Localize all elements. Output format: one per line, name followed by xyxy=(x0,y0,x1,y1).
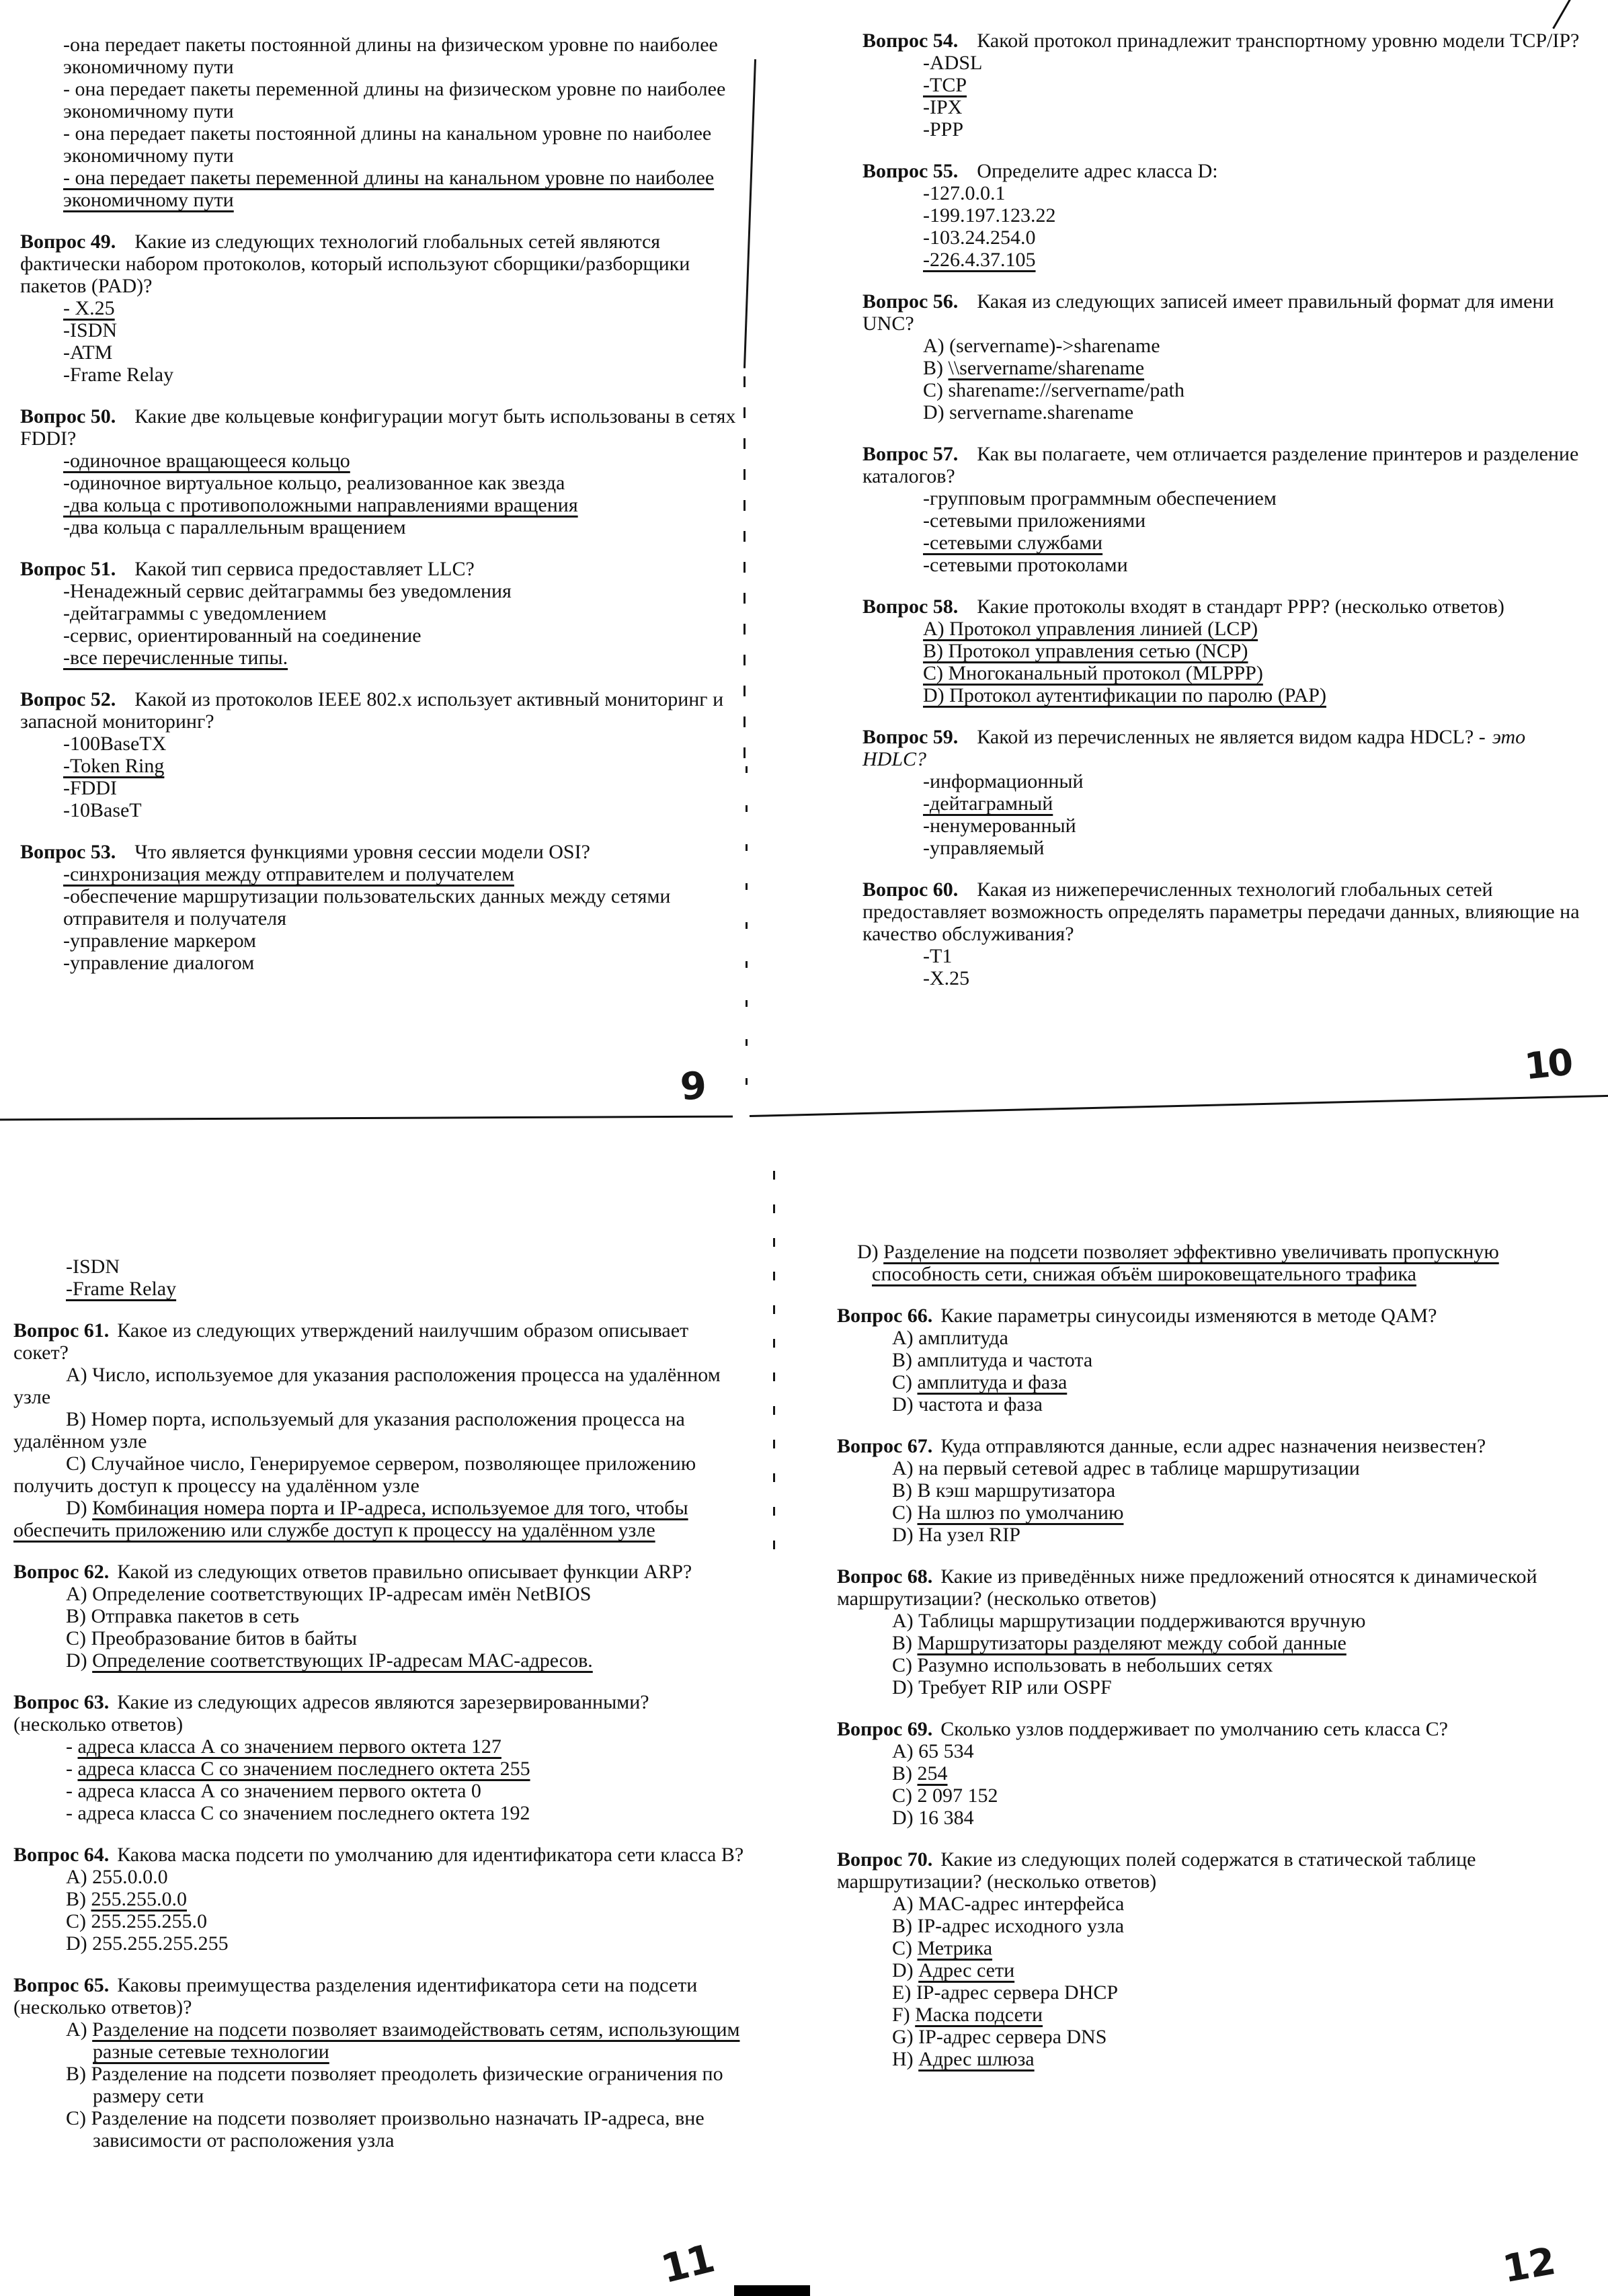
answer-option: -два кольца с параллельным вращением xyxy=(63,516,406,538)
answer-option: -все перечисленные типы. xyxy=(63,647,288,669)
answer-option: -ISDN xyxy=(63,319,117,341)
answer-option: -ненумерованный xyxy=(923,815,1076,837)
question-heading xyxy=(837,1718,1589,1740)
question-number: Вопрос 66. xyxy=(837,1305,933,1327)
answer-option: -X.25 xyxy=(923,967,970,989)
answer-option: - она передает пакеты постоянной длины на канальном уровне по наиболее экономичному пути xyxy=(63,122,712,167)
answer-option: -два кольца с противоположными направлениями вращения xyxy=(63,494,578,516)
question-heading xyxy=(13,1974,745,2018)
answer-option: A) Протокол управления линией (LCP) xyxy=(923,618,1258,640)
question-heading xyxy=(837,1305,1589,1327)
answer-option: -одиночное виртуальное кольцо, реализованное как звезда xyxy=(63,472,565,494)
question-text: Какой из перечисленных не является видом кадра HDCL? - xyxy=(977,726,1486,748)
answer-option: B) \\servername/sharename xyxy=(923,357,1145,379)
question-59 xyxy=(862,726,1590,859)
page-number-12: 12 xyxy=(1499,2239,1559,2292)
question-number: Вопрос 55. xyxy=(862,160,959,182)
answer-option: - адреса класса С со значением последнего октета 255 xyxy=(66,1758,530,1780)
question-text: Куда отправляются данные, если адрес назначения неизвестен? xyxy=(940,1435,1486,1457)
scan-corner-mark xyxy=(1552,0,1572,29)
answer-option: -управление диалогом xyxy=(63,952,255,974)
question-text: Определите адрес класса D: xyxy=(977,160,1218,182)
question-number: Вопрос 60. xyxy=(862,878,959,901)
answer-option: -Frame Relay xyxy=(66,1278,177,1300)
question-text: Какие из приведённых ниже предложений относятся к динамической маршрутизации? (несколько ответов) xyxy=(837,1565,1537,1610)
question-56 xyxy=(862,290,1590,423)
answer-option: -FDDI xyxy=(63,777,117,799)
question-number: Вопрос 51. xyxy=(20,558,116,580)
question-text: Какой протокол принадлежит транспортному уровню модели TCP/IP? xyxy=(977,30,1580,52)
question-heading xyxy=(20,688,738,733)
question-text: Какой из протоколов IEEE 802.x использует активный мониторинг и запасной мониторинг? xyxy=(20,688,724,733)
answer-option: -она передает пакеты постоянной длины на физическом уровне по наиболее экономичному пути xyxy=(63,34,718,78)
question-text: Что является функциями уровня сессии модели OSI? xyxy=(134,841,590,863)
answer-option: -127.0.0.1 xyxy=(923,182,1006,204)
question-number: Вопрос 63. xyxy=(13,1691,110,1713)
answer-option: -Frame Relay xyxy=(63,364,174,386)
question-number: Вопрос 57. xyxy=(862,443,959,465)
answer-option: A) MAC-адрес интерфейса xyxy=(892,1893,1125,1915)
answer-option: B) Отправка пакетов в сеть xyxy=(66,1605,300,1627)
question-heading xyxy=(862,726,1590,770)
page-12 xyxy=(837,1241,1589,2070)
answer-option: D) 16 384 xyxy=(892,1807,974,1829)
answer-option: B) Разделение на подсети позволяет преодолеть физические ограничения по размеру сети xyxy=(66,2063,723,2107)
page-split-line-left xyxy=(0,1116,733,1121)
answer-option: -групповым программным обеспечением xyxy=(923,487,1277,509)
answer-option: -сетевыми службами xyxy=(923,532,1103,554)
question-number: Вопрос 50. xyxy=(20,405,116,427)
page-10 xyxy=(862,30,1590,989)
question-text: Какая из нижеперечисленных технологий глобальных сетей предоставляет возможность определять параметры передачи данных, влияющие на качество обслуживания? xyxy=(862,878,1580,945)
answer-option: - она передает пакеты переменной длины на канальном уровне по наиболее экономичному пути xyxy=(63,167,715,211)
answer-option: -информационный xyxy=(923,770,1084,792)
question-number: Вопрос 54. xyxy=(862,30,959,52)
question-text: Какие две кольцевые конфигурации могут быть использованы в сетях FDDI? xyxy=(20,405,736,450)
question-heading xyxy=(13,1319,745,1364)
page-fold-line-vertical-bottom xyxy=(773,1171,775,1554)
answer-option: -PPP xyxy=(923,118,964,140)
page-11 xyxy=(13,1256,745,2151)
question-number: Вопрос 70. xyxy=(837,1848,933,1871)
answer-option: B) Протокол управления сетью (NCP) xyxy=(923,640,1248,662)
answer-option: D) Комбинация номера порта и IP-адреса, используемое для того, чтобы обеспечить приложению или службе доступ к процессу на удалённом узле xyxy=(13,1497,688,1541)
question-49 xyxy=(20,231,738,386)
question-62 xyxy=(13,1561,745,1672)
answer-option: D) Определение соответствующих IP-адресам MAC-адресов. xyxy=(66,1649,593,1672)
page-fold-line-vertical-dashed-lower xyxy=(746,766,748,1099)
question-60-options-continued xyxy=(13,1256,745,1300)
answer-option: D) 255.255.255.255 xyxy=(66,1932,229,1955)
answer-option: -ISDN xyxy=(66,1256,120,1278)
answer-option: C) На шлюз по умолчанию xyxy=(892,1502,1124,1524)
answer-option: D) На узел RIP xyxy=(892,1524,1020,1546)
answer-option: -управление маркером xyxy=(63,930,256,952)
answer-option: C) Метрика xyxy=(892,1937,993,1959)
question-heading xyxy=(862,878,1590,945)
answer-option: C) 2 097 152 xyxy=(892,1785,998,1807)
question-number: Вопрос 59. xyxy=(862,726,959,748)
answer-option: -103.24.254.0 xyxy=(923,227,1036,249)
answer-option: - она передает пакеты переменной длины на физическом уровне по наиболее экономичному пути xyxy=(63,78,726,122)
answer-option: H) Адрес шлюза xyxy=(892,2048,1035,2070)
question-57 xyxy=(862,443,1590,576)
answer-option: A) 255.0.0.0 xyxy=(66,1866,168,1888)
answer-option: B) 254 xyxy=(892,1762,948,1785)
answer-option: F) Маска подсети xyxy=(892,2004,1043,2026)
question-heading xyxy=(20,841,738,863)
question-64 xyxy=(13,1844,745,1955)
answer-option: -сетевыми приложениями xyxy=(923,509,1146,532)
answer-option: -TCP xyxy=(923,74,967,96)
question-number: Вопрос 52. xyxy=(20,688,116,710)
question-text: Какова маска подсети по умолчанию для идентификатора сети класса В? xyxy=(117,1844,744,1866)
question-heading xyxy=(862,443,1590,487)
question-text: Каковы преимущества разделения идентификатора сети на подсети (несколько ответов)? xyxy=(13,1974,698,2018)
question-heading xyxy=(13,1561,745,1583)
answer-option: C) Разумно использовать в небольших сетях xyxy=(892,1654,1273,1676)
question-66 xyxy=(837,1305,1589,1416)
question-54 xyxy=(862,30,1590,140)
page-fold-line-vertical-dashed xyxy=(743,376,746,760)
answer-option: B) IP-адрес исходного узла xyxy=(892,1915,1125,1937)
question-heading xyxy=(862,596,1590,618)
answer-option: A) (servername)->sharename xyxy=(923,335,1160,357)
question-52 xyxy=(20,688,738,821)
page-9 xyxy=(20,34,738,974)
question-heading xyxy=(862,30,1590,52)
answer-option: -одиночное вращающееся кольцо xyxy=(63,450,350,472)
answer-option: C) амплитуда и фаза xyxy=(892,1371,1068,1393)
question-heading xyxy=(20,231,738,297)
page-number-9: 9 xyxy=(678,1063,709,1110)
answer-option: A) Разделение на подсети позволяет взаимодействовать сетям, использующим разные сетевые технологии xyxy=(66,2018,740,2063)
page-split-line-right xyxy=(750,1095,1608,1117)
question-number: Вопрос 56. xyxy=(862,290,959,313)
answer-option: B) амплитуда и частота xyxy=(892,1349,1093,1371)
answer-option: A) Определение соответствующих IP-адресам имён NetBIOS xyxy=(66,1583,592,1605)
answer-option: B) 255.255.0.0 xyxy=(66,1888,187,1910)
answer-option: -обеспечение маршрутизации пользовательских данных между сетями отправителя и получателя xyxy=(63,885,671,930)
question-text: Как вы полагаете, чем отличается разделение принтеров и разделение каталогов? xyxy=(862,443,1579,487)
answer-option: C) sharename://servername/path xyxy=(923,379,1185,401)
answer-option: D) частота и фаза xyxy=(892,1393,1043,1416)
page-number-11: 11 xyxy=(656,2235,718,2293)
question-italic-note: это HDLC? xyxy=(862,726,1526,770)
answer-option: A) Число, используемое для указания расположения процесса на удалённом узле xyxy=(13,1364,721,1408)
page-fold-line-vertical-top xyxy=(743,59,756,368)
question-58 xyxy=(862,596,1590,706)
question-70 xyxy=(837,1848,1589,2070)
answer-option: D) Адрес сети xyxy=(892,1959,1015,1981)
question-text: Какой тип сервиса предоставляет LLC? xyxy=(134,558,475,580)
answer-option: B) В кэш маршрутизатора xyxy=(892,1479,1116,1502)
answer-option: -IPX xyxy=(923,96,963,118)
question-65-options-continued xyxy=(837,1241,1589,1285)
answer-option: C) Многоканальный протокол (MLPPP) xyxy=(923,662,1263,684)
answer-option: -100BaseTX xyxy=(63,733,167,755)
answer-option: A) Таблицы маршрутизации поддерживаются вручную xyxy=(892,1610,1366,1632)
question-number: Вопрос 62. xyxy=(13,1561,110,1583)
question-55 xyxy=(862,160,1590,271)
answer-option: C) Случайное число, Генерируемое сервером, позволяющее приложению получить доступ к процессу на удалённом узле xyxy=(13,1452,696,1497)
question-heading xyxy=(20,405,738,450)
answer-option: -Token Ring xyxy=(63,755,165,777)
question-heading xyxy=(13,1844,745,1866)
question-69 xyxy=(837,1718,1589,1829)
question-heading xyxy=(862,160,1590,182)
question-heading xyxy=(837,1848,1589,1893)
question-number: Вопрос 65. xyxy=(13,1974,110,1996)
question-number: Вопрос 68. xyxy=(837,1565,933,1588)
answer-option: -ATM xyxy=(63,341,113,364)
question-number: Вопрос 58. xyxy=(862,596,959,618)
question-number: Вопрос 67. xyxy=(837,1435,933,1457)
question-51 xyxy=(20,558,738,669)
answer-option: -дейтаграммы с уведомлением xyxy=(63,602,327,624)
question-number: Вопрос 69. xyxy=(837,1718,933,1740)
question-text: Какая из следующих записей имеет правильный формат для имени UNC? xyxy=(862,290,1554,335)
question-heading xyxy=(837,1565,1589,1610)
question-53 xyxy=(20,841,738,974)
answer-option: -ADSL xyxy=(923,52,983,74)
answer-option: -226.4.37.105 xyxy=(923,249,1036,271)
question-number: Вопрос 64. xyxy=(13,1844,110,1866)
answer-option: -дейтаграмный xyxy=(923,792,1053,815)
question-text: Какие протоколы входят в стандарт PPP? (несколько ответов) xyxy=(977,596,1504,618)
answer-option: -Ненадежный сервис дейтаграммы без уведомления xyxy=(63,580,512,602)
question-text: Какое из следующих утверждений наилучшим образом описывает сокет? xyxy=(13,1319,689,1364)
answer-option: - адреса класса А со значением первого октета 127 xyxy=(66,1735,501,1758)
answer-option: C) Преобразование битов в байты xyxy=(66,1627,358,1649)
question-text: Сколько узлов поддерживает по умолчанию сеть класса С? xyxy=(940,1718,1448,1740)
answer-option: A) амплитуда xyxy=(892,1327,1008,1349)
answer-option: B) Маршрутизаторы разделяют между собой данные xyxy=(892,1632,1346,1654)
answer-option: A) 65 534 xyxy=(892,1740,974,1762)
answer-option: B) Номер порта, используемый для указания расположения процесса на удалённом узле xyxy=(13,1408,685,1452)
question-text: Какие из следующих технологий глобальных сетей являются фактически набором протоколов, который используют сборщики/разборщики пакетов (PAD)? xyxy=(20,231,690,297)
answer-option: -сервис, ориентированный на соединение xyxy=(63,624,421,647)
question-48-options xyxy=(20,34,738,211)
question-60 xyxy=(862,878,1590,989)
answer-option: D) Протокол аутентификации по паролю (PAP) xyxy=(923,684,1326,706)
answer-option: A) на первый сетевой адрес в таблице маршрутизации xyxy=(892,1457,1360,1479)
question-61 xyxy=(13,1319,745,1541)
answer-option: -10BaseT xyxy=(63,799,142,821)
answer-option: C) Разделение на подсети позволяет произвольно назначать IP-адреса, вне зависимости от расположения узла xyxy=(66,2107,705,2151)
answer-option: -синхронизация между отправителем и получателем xyxy=(63,863,514,885)
question-heading xyxy=(862,290,1590,335)
question-text: Какие параметры синусоиды изменяются в методе QAM? xyxy=(940,1305,1437,1327)
answer-option: G) IP-адрес сервера DNS xyxy=(892,2026,1107,2048)
answer-option: -T1 xyxy=(923,945,953,967)
scan-black-bar xyxy=(734,2285,810,2296)
question-68 xyxy=(837,1565,1589,1698)
answer-option: - X.25 xyxy=(63,297,115,319)
answer-option: -сетевыми протоколами xyxy=(923,554,1128,576)
answer-option: E) IP-адрес сервера DHCP xyxy=(892,1981,1119,2004)
question-63 xyxy=(13,1691,745,1824)
question-50 xyxy=(20,405,738,538)
question-heading xyxy=(837,1435,1589,1457)
question-text: Какие из следующих адресов являются зарезервированными? (несколько ответов) xyxy=(13,1691,649,1735)
answer-option: D) Требует RIP или OSPF xyxy=(892,1676,1112,1698)
question-heading xyxy=(13,1691,745,1735)
question-67 xyxy=(837,1435,1589,1546)
answer-option: D) Разделение на подсети позволяет эффективно увеличивать пропускную способность сети, снижая объём широковещательного трафика xyxy=(857,1241,1499,1285)
question-text: Какой из следующих ответов правильно описывает функции ARP? xyxy=(117,1561,692,1583)
question-text: Какие из следующих полей содержатся в статической таблице маршрутизации? (несколько ответов) xyxy=(837,1848,1476,1893)
answer-option: - адреса класса А со значением первого октета 0 xyxy=(66,1780,481,1802)
question-number: Вопрос 53. xyxy=(20,841,116,863)
page-number-10: 10 xyxy=(1522,1040,1574,1088)
answer-option: - адреса класса С со значением последнего октета 192 xyxy=(66,1802,530,1824)
answer-option: -управляемый xyxy=(923,837,1045,859)
question-heading xyxy=(20,558,738,580)
answer-option: C) 255.255.255.0 xyxy=(66,1910,207,1932)
answer-option: D) servername.sharename xyxy=(923,401,1134,423)
question-number: Вопрос 61. xyxy=(13,1319,110,1342)
question-number: Вопрос 49. xyxy=(20,231,116,253)
question-65 xyxy=(13,1974,745,2151)
answer-option: -199.197.123.22 xyxy=(923,204,1056,227)
